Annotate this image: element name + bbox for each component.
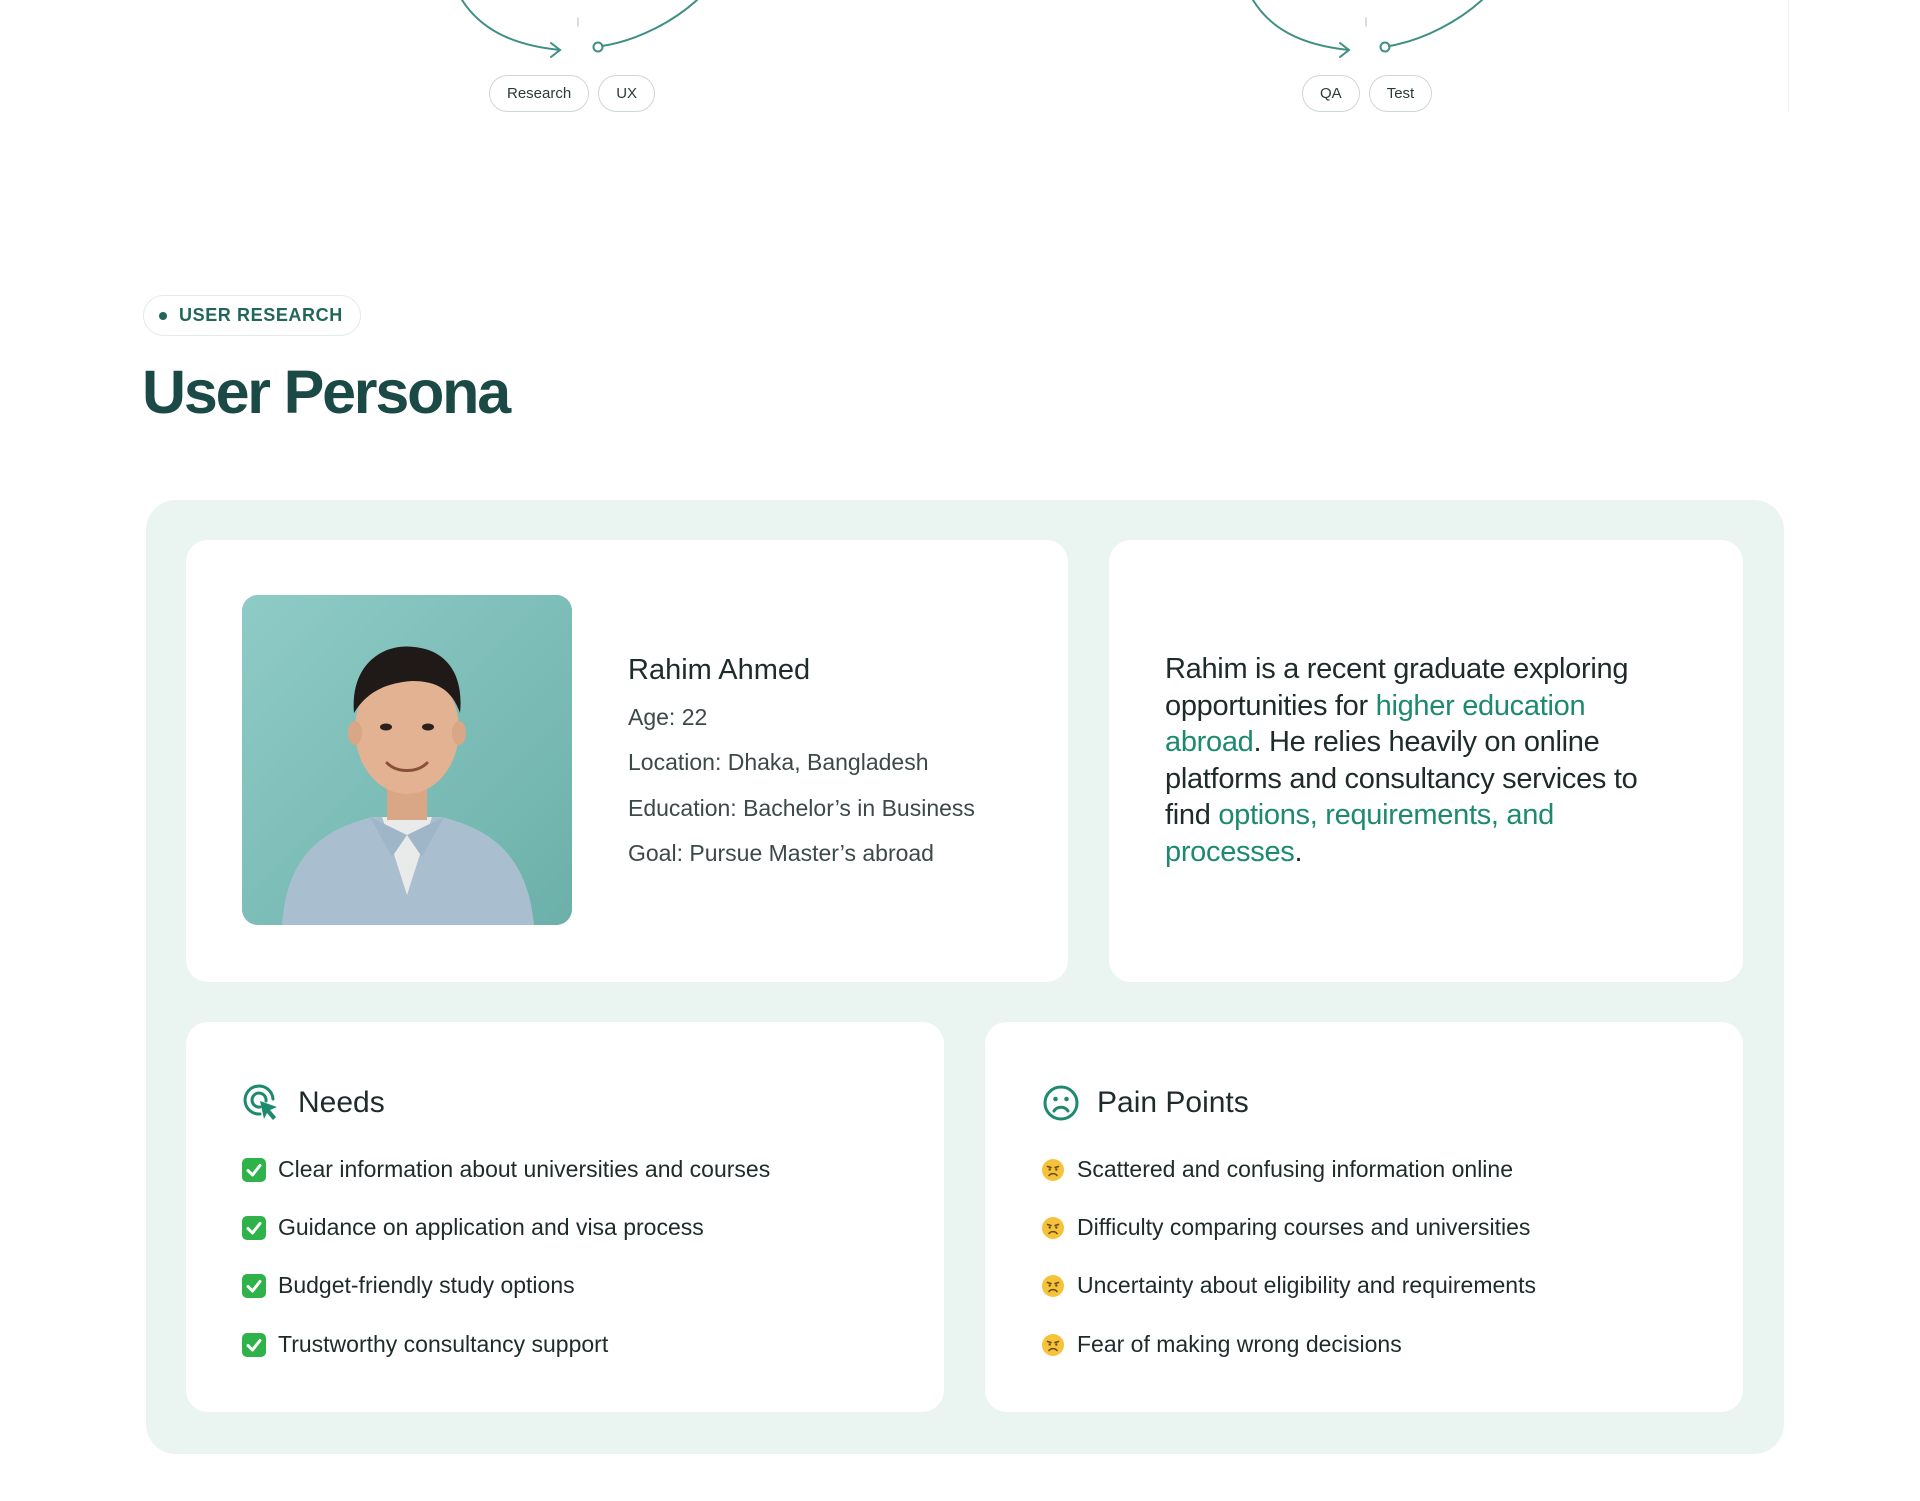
pain-point-item (1041, 1214, 1530, 1241)
pain-point-item (1041, 1156, 1513, 1183)
page-title: User Persona (142, 358, 509, 426)
tag-ux: UX (598, 75, 655, 112)
pain-point-item (1041, 1272, 1536, 1299)
persona-age: Age: 22 (628, 704, 708, 730)
needs-item-text: Trustworthy consultancy support (278, 1331, 609, 1357)
eyebrow-label: USER RESEARCH (179, 305, 343, 325)
pain-point-text: Fear of making wrong decisions (1077, 1331, 1402, 1357)
check-icon (242, 1333, 266, 1357)
check-icon (242, 1274, 266, 1298)
flow-tags-right (1302, 75, 1432, 112)
divider-line (1788, 0, 1789, 112)
needs-item (242, 1331, 608, 1358)
target-cursor-icon (242, 1083, 282, 1123)
frowning-face-icon (1041, 1158, 1065, 1182)
pain-points-title: Pain Points (1097, 1086, 1249, 1119)
bio-part: Rahim is a recent graduate (1165, 653, 1514, 685)
pain-point-text: Difficulty comparing courses and universities (1077, 1214, 1531, 1240)
needs-item-text: Budget-friendly study options (278, 1272, 575, 1298)
flow-curve-in-left (462, 0, 560, 50)
check-icon (242, 1216, 266, 1240)
needs-item (242, 1156, 770, 1183)
flow-curve-out-right (1389, 0, 1482, 46)
bio-highlight: exploring opportunities for (1165, 653, 1629, 722)
persona-bio (1165, 651, 1685, 870)
bio-part: . He relies heavily on online platforms and consultancy services to find (1165, 726, 1638, 831)
process-flow-diagram (0, 0, 1920, 120)
flow-node-left (594, 43, 603, 52)
flow-tags-left (489, 75, 655, 112)
persona-avatar (242, 595, 572, 925)
tag-qa: QA (1302, 75, 1360, 112)
bio-highlight: higher education abroad (1165, 689, 1586, 758)
bio-highlight: options, requirements, and processes (1165, 799, 1554, 868)
frowning-face-icon (1041, 1216, 1065, 1240)
flow-curve-in-right (1253, 0, 1349, 50)
needs-title: Needs (298, 1086, 385, 1119)
bio-part: . (1294, 835, 1303, 868)
flow-curve-out-left (602, 0, 697, 46)
needs-item-text: Guidance on application and visa process (278, 1214, 704, 1240)
needs-item (242, 1214, 704, 1241)
tag-test: Test (1369, 75, 1433, 112)
pain-point-text: Uncertainty about eligibility and requirements (1077, 1272, 1536, 1298)
sad-face-icon (1041, 1083, 1081, 1123)
persona-education: Education: Bachelor’s in Business (628, 795, 975, 821)
persona-location: Location: Dhaka, Bangladesh (628, 749, 929, 775)
frowning-face-icon (1041, 1274, 1065, 1298)
persona-name: Rahim Ahmed (628, 654, 811, 686)
needs-header (242, 1083, 385, 1123)
pain-points-header (1041, 1083, 1249, 1123)
needs-item (242, 1272, 575, 1299)
eyebrow-dot-icon (159, 312, 167, 320)
section-eyebrow (143, 295, 361, 336)
frowning-face-icon (1041, 1333, 1065, 1357)
pain-point-item (1041, 1331, 1402, 1358)
tag-research: Research (489, 75, 589, 112)
needs-item-text: Clear information about universities and courses (278, 1156, 771, 1182)
persona-goal: Goal: Pursue Master’s abroad (628, 840, 934, 866)
flow-node-right (1381, 43, 1390, 52)
persona-avatar-illustration (242, 595, 572, 925)
pain-point-text: Scattered and confusing information online (1077, 1156, 1514, 1182)
check-icon (242, 1158, 266, 1182)
